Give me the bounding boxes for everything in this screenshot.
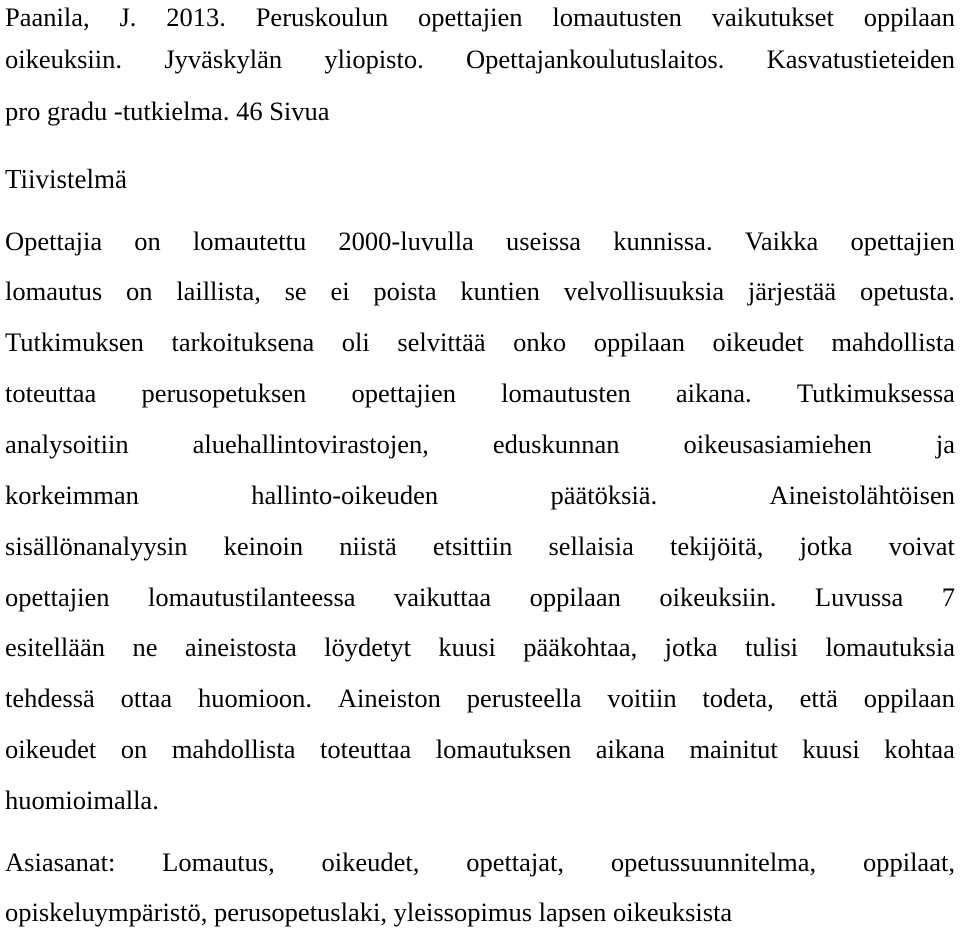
word: oikeudet bbox=[712, 327, 804, 357]
word: perusopetuksen bbox=[141, 378, 307, 408]
word: oppilaan bbox=[863, 2, 955, 32]
word: lomautustilanteessa bbox=[147, 582, 356, 612]
abstract-line bbox=[5, 681, 955, 715]
word: päätöksiä. bbox=[550, 480, 658, 510]
word: sisällönanalyysin bbox=[5, 531, 188, 561]
word: Opettajankoulutuslaitos. bbox=[466, 44, 725, 74]
word: kohtaa bbox=[884, 734, 955, 764]
word: sellaisia bbox=[548, 531, 634, 561]
word: Tutkimuksen bbox=[5, 327, 144, 357]
word: esitellään bbox=[5, 632, 106, 662]
abstract-heading: Tiivistelmä bbox=[5, 164, 128, 194]
word: oikeuksiin. bbox=[5, 44, 123, 74]
abstract-line bbox=[5, 580, 955, 614]
word: mainitut bbox=[689, 734, 778, 764]
word: Tutkimuksessa bbox=[796, 378, 955, 408]
word: oli bbox=[341, 327, 370, 357]
word: oppilaan bbox=[529, 582, 621, 612]
word: Peruskoulun bbox=[255, 2, 389, 32]
word: todeta, bbox=[702, 683, 774, 713]
word: Aineistolähtöisen bbox=[769, 480, 955, 510]
word: opettajien bbox=[5, 582, 110, 612]
reference-line bbox=[5, 94, 955, 128]
word: korkeimman bbox=[5, 480, 139, 510]
keyword: opetussuunnitelma, bbox=[610, 847, 817, 877]
abstract-line bbox=[5, 732, 955, 766]
word: voivat bbox=[888, 531, 955, 561]
word: on bbox=[120, 734, 148, 764]
word: kuusi bbox=[802, 734, 860, 764]
word: mahdollista bbox=[831, 327, 955, 357]
abstract-line bbox=[5, 529, 955, 563]
word: ja bbox=[935, 429, 955, 459]
word: jotka bbox=[664, 632, 718, 662]
word: huomioimalla. bbox=[5, 785, 159, 815]
word: aikana. bbox=[675, 378, 752, 408]
word: 7 bbox=[941, 582, 955, 612]
word: ne bbox=[132, 632, 158, 662]
word: järjestää bbox=[747, 276, 837, 306]
word: tekijöitä, bbox=[669, 531, 764, 561]
word: pro gradu -tutkielma. 46 Sivua bbox=[5, 96, 330, 126]
word: vaikutukset bbox=[711, 2, 834, 32]
word: tehdessä bbox=[5, 683, 95, 713]
word: onko bbox=[513, 327, 567, 357]
abstract-line bbox=[5, 783, 955, 817]
word: huomioon. bbox=[197, 683, 313, 713]
abstract-line bbox=[5, 427, 955, 461]
keywords-line bbox=[5, 845, 955, 879]
word: keinoin bbox=[223, 531, 304, 561]
word: tarkoituksena bbox=[171, 327, 315, 357]
keyword: opettajat, bbox=[466, 847, 565, 877]
abstract-line bbox=[5, 630, 955, 664]
word: opettajien bbox=[351, 378, 456, 408]
word: aikana bbox=[595, 734, 665, 764]
abstract-line bbox=[5, 478, 955, 512]
word: oppilaan bbox=[593, 327, 685, 357]
word: vaikuttaa bbox=[394, 582, 492, 612]
word: etsittiin bbox=[432, 531, 513, 561]
word: ei bbox=[330, 276, 350, 306]
word: 2000-luvulla bbox=[338, 226, 474, 256]
word: useissa bbox=[505, 226, 582, 256]
word: se bbox=[284, 276, 307, 306]
word: Kasvatustieteiden bbox=[766, 44, 955, 74]
word: selvittää bbox=[397, 327, 486, 357]
word: toteuttaa bbox=[320, 734, 412, 764]
word: kuntien bbox=[460, 276, 540, 306]
word: Paanila, bbox=[5, 2, 90, 32]
word: löydetyt bbox=[324, 632, 411, 662]
word: Jyväskylän bbox=[164, 44, 283, 74]
keyword: oikeudet, bbox=[321, 847, 420, 877]
word: että bbox=[799, 683, 838, 713]
word: kuusi bbox=[438, 632, 496, 662]
word: ottaa bbox=[120, 683, 173, 713]
keywords-line bbox=[5, 895, 955, 929]
word: Luvussa bbox=[814, 582, 904, 612]
keyword: opiskeluympäristö, perusopetuslaki, yleissopimus lapsen oikeuksista bbox=[5, 897, 733, 927]
word: Vaikka bbox=[744, 226, 819, 256]
word: hallinto-oikeuden bbox=[251, 480, 439, 510]
word: J. bbox=[119, 2, 137, 32]
word: analysoitiin bbox=[5, 429, 129, 459]
word: jotka bbox=[799, 531, 853, 561]
word: yliopisto. bbox=[324, 44, 424, 74]
abstract-line bbox=[5, 376, 955, 410]
word: lomautuksen bbox=[435, 734, 572, 764]
abstract-heading-row bbox=[5, 162, 955, 196]
word: laillista, bbox=[176, 276, 261, 306]
word: kunnissa. bbox=[613, 226, 713, 256]
word: niistä bbox=[339, 531, 397, 561]
keyword: oppilaat, bbox=[862, 847, 955, 877]
word: velvollisuuksia bbox=[563, 276, 725, 306]
word: opetusta. bbox=[859, 276, 955, 306]
word: opettajien bbox=[850, 226, 955, 256]
word: lomautusten bbox=[552, 2, 682, 32]
abstract-line bbox=[5, 224, 955, 258]
reference-line bbox=[5, 0, 955, 34]
reference-line bbox=[5, 42, 955, 76]
word: lomautettu bbox=[192, 226, 307, 256]
word: eduskunnan bbox=[492, 429, 620, 459]
word: oikeusasiamiehen bbox=[683, 429, 872, 459]
word: mahdollista bbox=[171, 734, 296, 764]
keyword: Lomautus, bbox=[162, 847, 275, 877]
word: tulisi bbox=[745, 632, 799, 662]
word: Aineiston bbox=[337, 683, 441, 713]
word: oikeuksiin. bbox=[659, 582, 777, 612]
word: 2013. bbox=[166, 2, 226, 32]
word: oppilaan bbox=[863, 683, 955, 713]
word: opettajien bbox=[418, 2, 523, 32]
word: perusteella bbox=[466, 683, 582, 713]
word: Opettajia bbox=[5, 226, 103, 256]
word: on bbox=[125, 276, 153, 306]
word: voitiin bbox=[607, 683, 677, 713]
abstract-line bbox=[5, 325, 955, 359]
word: lomautusten bbox=[501, 378, 631, 408]
word: poista bbox=[373, 276, 437, 306]
word: aineistosta bbox=[184, 632, 297, 662]
abstract-line bbox=[5, 274, 955, 308]
keywords-label: Asiasanat: bbox=[5, 847, 116, 877]
word: pääkohtaa, bbox=[523, 632, 638, 662]
word: toteuttaa bbox=[5, 378, 97, 408]
word: lomautus bbox=[5, 276, 103, 306]
word: on bbox=[134, 226, 161, 256]
word: lomautuksia bbox=[825, 632, 955, 662]
word: aluehallintovirastojen, bbox=[192, 429, 429, 459]
word: oikeudet bbox=[5, 734, 97, 764]
